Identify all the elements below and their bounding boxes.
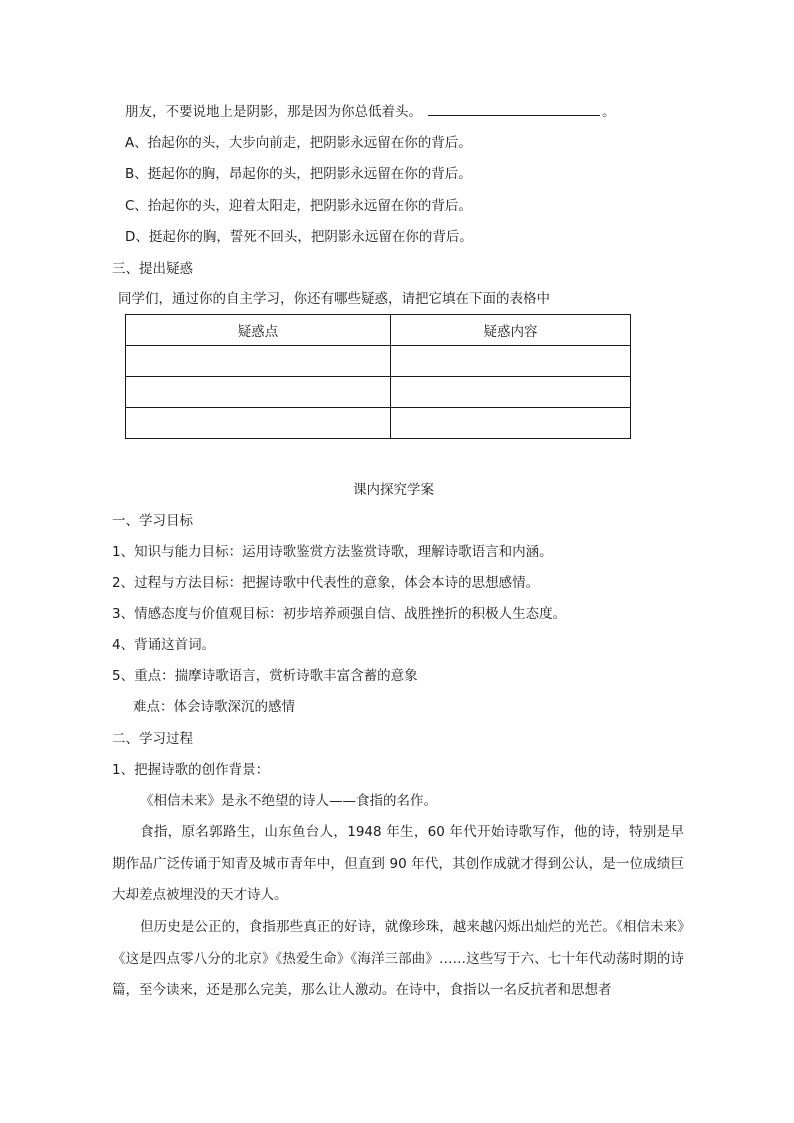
question-stem-end: 。 bbox=[602, 104, 616, 120]
answer-blank[interactable] bbox=[428, 101, 600, 116]
step-1: 1、把握诗歌的创作背景： bbox=[112, 762, 270, 778]
option-c: C、抬起你的头，迎着太阳走，把阴影永远留在你的背后。 bbox=[125, 198, 472, 214]
poem-intro: 《相信未来》是永不绝望的诗人——食指的名作。 bbox=[140, 793, 437, 809]
table-cell[interactable] bbox=[391, 346, 631, 377]
option-a: A、抬起你的头，大步向前走，把阴影永远留在你的背后。 bbox=[125, 135, 472, 151]
section-heading-goals: 一、学习目标 bbox=[112, 513, 193, 529]
table-cell[interactable] bbox=[126, 408, 391, 439]
goal-1: 1、知识与能力目标：运用诗歌鉴赏方法鉴赏诗歌，理解诗歌语言和内涵。 bbox=[112, 544, 553, 560]
question-stem bbox=[125, 101, 616, 122]
table-header-doubt-content: 疑惑内容 bbox=[391, 315, 631, 346]
difficulty-point: 难点：体会诗歌深沉的感情 bbox=[133, 699, 295, 715]
table-cell[interactable] bbox=[391, 377, 631, 408]
doubts-intro: 同学们，通过你的自主学习，你还有哪些疑惑，请把它填在下面的表格中 bbox=[118, 291, 550, 307]
paragraph-biography: 食指，原名郭路生，山东鱼台人，1948 年生，60 年代开始诗歌写作，他的诗，特别是早期作品广泛传诵于知青及城市青年中，但直到 90 年代，其创作成就才得到公认，是一位成绩巨大却差点被埋没的天才诗人。 bbox=[112, 824, 684, 903]
table-cell[interactable] bbox=[126, 346, 391, 377]
goal-5: 5、重点：揣摩诗歌语言，赏析诗歌丰富含蓄的意象 bbox=[112, 668, 418, 684]
table-header-row bbox=[126, 315, 631, 346]
doubts-table bbox=[125, 314, 631, 439]
question-stem-text: 朋友，不要说地上是阴影，那是因为你总低着头。 bbox=[125, 104, 422, 120]
goal-3: 3、情感态度与价值观目标：初步培养顽强自信、战胜挫折的积极人生态度。 bbox=[112, 606, 567, 622]
option-b: B、挺起你的胸，昂起你的头，把阴影永远留在你的背后。 bbox=[125, 166, 472, 182]
goal-4: 4、背诵这首词。 bbox=[112, 637, 216, 653]
table-row bbox=[126, 346, 631, 377]
option-d: D、挺起你的胸，誓死不回头，把阴影永远留在你的背后。 bbox=[125, 229, 473, 245]
section-heading-process: 二、学习过程 bbox=[112, 731, 193, 747]
section-heading-doubts: 三、提出疑惑 bbox=[112, 261, 193, 277]
goal-2: 2、过程与方法目标：把握诗歌中代表性的意象，体会本诗的思想感情。 bbox=[112, 575, 540, 591]
table-cell[interactable] bbox=[126, 377, 391, 408]
table-row bbox=[126, 408, 631, 439]
table-cell[interactable] bbox=[391, 408, 631, 439]
table-header-doubt-point: 疑惑点 bbox=[126, 315, 391, 346]
plan-title: 课内探究学案 bbox=[353, 482, 434, 498]
paragraph-history: 但历史是公正的，食指那些真正的好诗，就像珍珠，越来越闪烁出灿烂的光芒。《相信未来》《这是四点零八分的北京》《热爱生命》《海洋三部曲》……这些写于六、七十年代动荡时期的诗篇，至今读来，还是那么完美，那么让人激动。在诗中，食指以一名反抗者和思想者 bbox=[112, 919, 684, 998]
table-row bbox=[126, 377, 631, 408]
